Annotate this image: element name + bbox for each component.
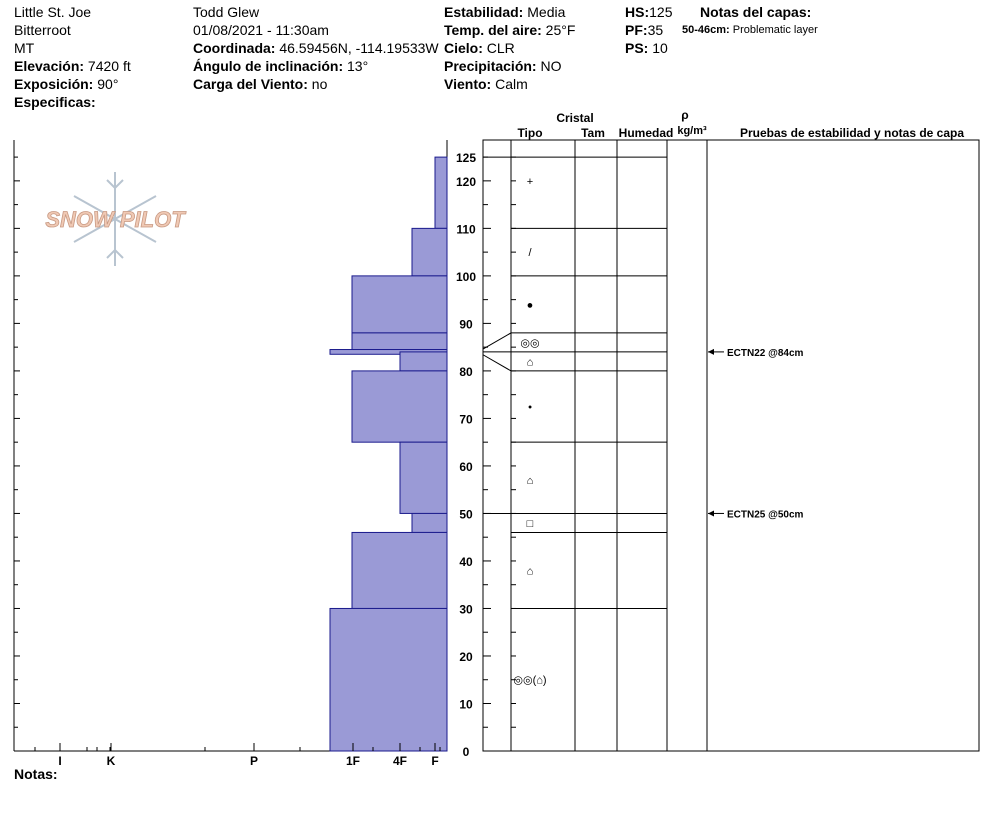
- height-label-100: 100: [455, 269, 477, 284]
- air-temp-value: 25°F: [545, 22, 576, 38]
- wind-load-value: no: [311, 76, 328, 92]
- header-tests: Pruebas de estabilidad y notas de capa: [739, 126, 965, 140]
- pf-row: PF:35: [625, 22, 664, 38]
- hardness-bar-10: [330, 608, 447, 751]
- height-label-70: 70: [459, 412, 473, 427]
- state-name: MT: [14, 40, 35, 56]
- elevation-value: 7420 ft: [87, 58, 131, 74]
- grain-symbol-5: ⌂: [526, 356, 534, 369]
- hardness-bar-5: [400, 352, 447, 371]
- layer-note-row: 50-46cm: Problematic layer: [682, 24, 818, 36]
- hs-value: 125: [649, 4, 673, 20]
- hardness-bar-1: [412, 228, 447, 276]
- hardness-bar-6: [352, 371, 447, 442]
- ps-row: PS: 10: [625, 40, 668, 56]
- logo-text: SNOW PILOT: [45, 207, 185, 232]
- hardness-label-I: I: [58, 754, 62, 768]
- hardness-plot: [14, 140, 476, 768]
- hardness-label-4F: 4F: [392, 754, 408, 768]
- wind-value: Calm: [495, 76, 528, 92]
- height-label-20: 20: [459, 649, 473, 664]
- height-label-125: 125: [455, 151, 477, 166]
- stability-test-0: ECTN22 @84cm: [727, 347, 804, 359]
- slope-value: 13°: [347, 58, 369, 74]
- grain-symbol-1: /: [528, 247, 532, 260]
- wind-row: Viento: Calm: [444, 76, 528, 92]
- hardness-label-K: K: [106, 754, 116, 768]
- wind-load-row: Carga del Viento: no: [193, 76, 328, 92]
- hardness-label-1F: 1F: [345, 754, 361, 768]
- height-label-30: 30: [459, 602, 473, 617]
- layer-notes-label: Notas del capas:: [700, 4, 812, 20]
- aspect-value: 90°: [97, 76, 119, 92]
- sky-value: CLR: [486, 40, 515, 56]
- table-frame: [483, 140, 979, 751]
- notes-label: Notas:: [14, 766, 58, 782]
- test-arrow-head-1: [708, 510, 714, 516]
- grain-symbol-7: ⌂: [526, 475, 534, 488]
- height-label-60: 60: [459, 459, 473, 474]
- grain-symbol-0: +: [526, 175, 534, 188]
- grain-symbol-9: ⌂: [526, 565, 534, 578]
- height-label-80: 80: [459, 364, 473, 379]
- grain-symbol-3: ◎◎: [520, 337, 540, 350]
- height-label-40: 40: [459, 554, 473, 569]
- stability-row: Estabilidad: Media: [444, 4, 566, 20]
- header-density: kg/m³: [677, 125, 707, 137]
- ps-value: 10: [652, 40, 668, 56]
- hardness-bar-8: [412, 513, 447, 532]
- hardness-bar-2: [352, 276, 447, 333]
- height-label-50: 50: [459, 507, 473, 522]
- hardness-bar-9: [352, 532, 447, 608]
- layer-table: [483, 108, 979, 751]
- height-label-10: 10: [459, 697, 473, 712]
- height-label-110: 110: [456, 222, 476, 237]
- hardness-bar-7: [400, 442, 447, 513]
- precip-row: Precipitación: NO: [444, 58, 562, 74]
- height-label-120: 120: [455, 174, 477, 189]
- hardness-label-P: P: [249, 754, 259, 768]
- header-type: Tipo: [517, 126, 543, 140]
- height-label-0: 0: [462, 745, 470, 759]
- height-label-90: 90: [459, 317, 473, 332]
- range-name: Bitterroot: [14, 22, 71, 38]
- header-size: Tam: [581, 126, 605, 140]
- location-name: Little St. Joe: [14, 4, 92, 20]
- slope-row: Ángulo de inclinación: 13°: [193, 58, 369, 74]
- layer-note-text: Problematic layer: [732, 24, 818, 36]
- stability-test-1: ECTN25 @50cm: [727, 509, 804, 521]
- hardness-bar-0: [435, 157, 447, 228]
- pf-value: 35: [647, 22, 664, 38]
- header-rho: ρ: [681, 108, 689, 122]
- header-moisture: Humedad: [618, 126, 674, 140]
- sky-row: Cielo: CLR: [444, 40, 515, 56]
- test-arrow-head-0: [708, 349, 714, 355]
- header-crystal: Cristal: [556, 111, 594, 125]
- stability-value: Media: [527, 4, 566, 20]
- air-temp-row: Temp. del aire: 25°F: [444, 22, 576, 38]
- hs-row: HS:125: [625, 4, 673, 20]
- hardness-label-F: F: [431, 754, 439, 768]
- grain-symbol-8: □: [526, 517, 534, 530]
- grain-symbol-6: •: [528, 401, 532, 414]
- aspect-row: Exposición: 90°: [14, 76, 119, 92]
- datetime: 01/08/2021 - 11:30am: [193, 22, 329, 38]
- coord-value: 46.59456N, -114.19533W: [279, 40, 439, 56]
- grain-symbol-2: ●: [526, 299, 534, 312]
- grain-symbol-10: ◎◎(⌂): [513, 674, 547, 687]
- elevation-row: Elevación: 7420 ft: [14, 58, 131, 74]
- coord-row: Coordinada: 46.59456N, -114.19533W: [193, 40, 439, 56]
- specifics-row: Especificas:: [14, 94, 96, 110]
- observer-name: Todd Glew: [193, 4, 260, 20]
- snowpilot-logo: [45, 172, 186, 266]
- precip-value: NO: [540, 58, 562, 74]
